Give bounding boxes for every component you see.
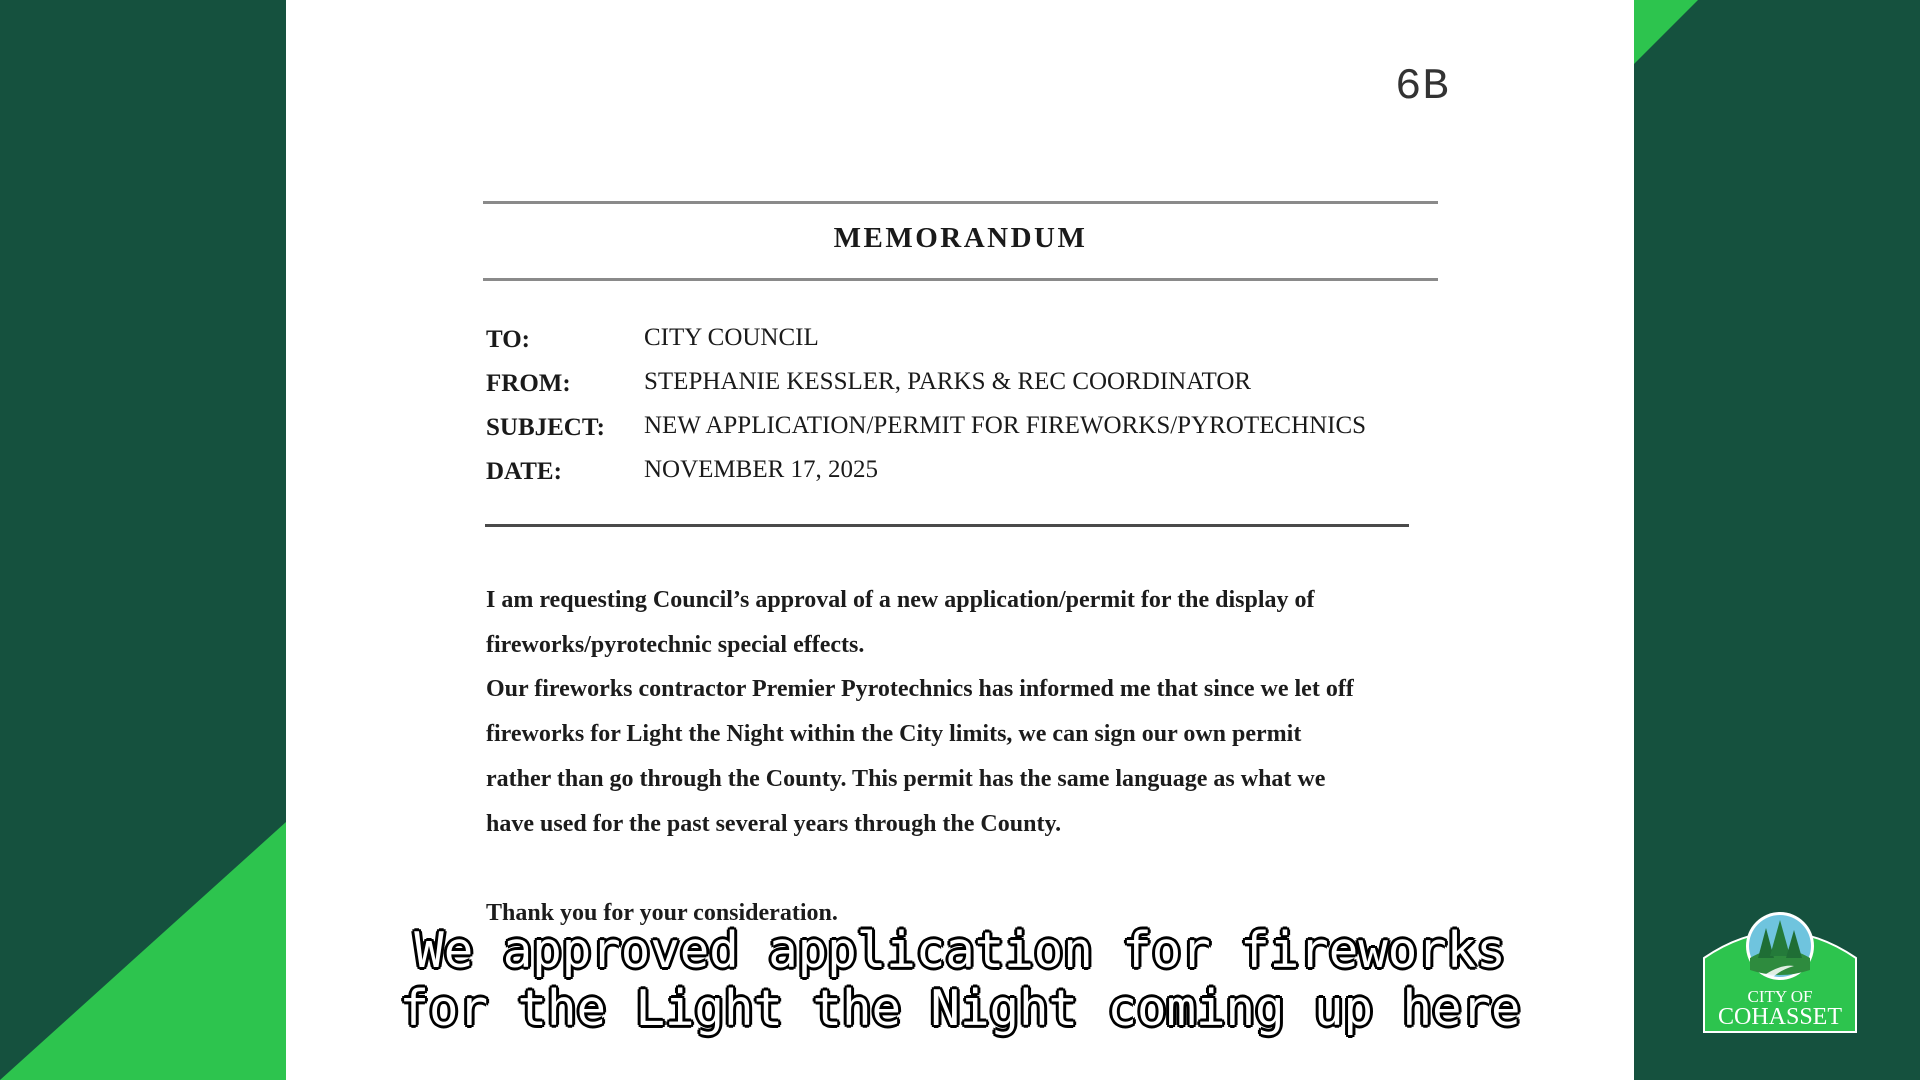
logo-text-line-2: COHASSET (1717, 1004, 1843, 1030)
memo-body-line: Our fireworks contractor Premier Pyrotechnics has informed me that since we let off (486, 676, 1354, 702)
header-value: STEPHANIE KESSLER, PARKS & REC COORDINATOR (644, 368, 1252, 395)
header-divider (485, 524, 1409, 527)
memo-body-line: have used for the past several years through the County. (486, 811, 1062, 837)
page-number: 6B (1395, 62, 1450, 112)
header-label: DATE: (486, 458, 562, 485)
memo-body-line: I am requesting Council’s approval of a new application/permit for the display of (486, 587, 1315, 613)
memo-body-line: fireworks for Light the Night within the City limits, we can sign our own permit (486, 721, 1302, 747)
header-value: NOVEMBER 17, 2025 (644, 456, 879, 483)
header-value: CITY COUNCIL (644, 324, 819, 351)
memo-header-date (486, 458, 1446, 498)
memo-header-to (486, 326, 1446, 366)
header-label: SUBJECT: (486, 414, 606, 441)
header-label: FROM: (486, 370, 571, 397)
title-rule-top (483, 201, 1438, 204)
memo-header-from (486, 370, 1446, 410)
caption-line-2: for the Light the Night coming up here (399, 980, 1521, 1037)
memo-body-line: rather than go through the County. This permit has the same language as what we (486, 766, 1326, 792)
caption-line-1: We approved application for fireworks (414, 922, 1506, 979)
memo-body-line: fireworks/pyrotechnic special effects. (486, 632, 865, 658)
logo-text-line-1: CITY OF (1747, 987, 1813, 1006)
header-label: TO: (486, 326, 530, 353)
left-accent-triangle (0, 0, 286, 1080)
memo-title: MEMORANDUM (833, 222, 1088, 254)
title-rule-bottom (483, 278, 1438, 281)
memo-closing: Thank you for your consideration. (486, 900, 838, 926)
city-logo (1700, 910, 1860, 1034)
header-value: NEW APPLICATION/PERMIT FOR FIREWORKS/PYROTECHNICS (644, 412, 1367, 439)
memo-header-subject (486, 414, 1446, 454)
